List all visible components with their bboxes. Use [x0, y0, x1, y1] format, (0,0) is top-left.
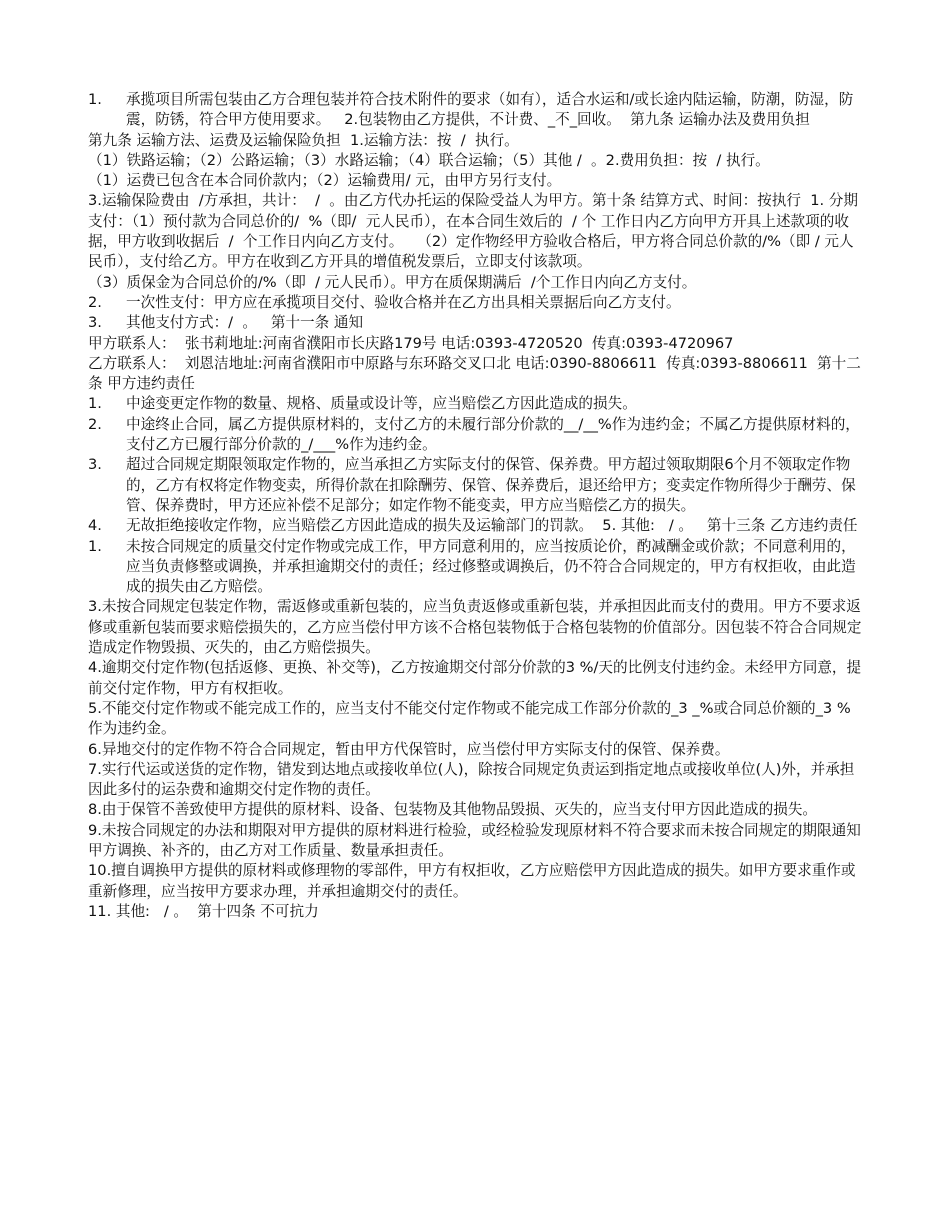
- paragraph-b-breach-3: 3.未按合同规定包装定作物，需返修或重新包装的，应当负责返修或重新包装，并承担因此而支付的费用。甲方不要求返修或重新包装而要求赔偿损失的，乙方应当偿付甲方该不合格包装物低于合格包装物的价值部分。因包装不符合合同规定造成定作物毁损、灭失的，由乙方赔偿损失。: [88, 598, 862, 657]
- paragraph-freight: （1）运费已包含在本合同价款内；（2）运输费用/ 元，由甲方另行支付。: [88, 172, 562, 190]
- paragraph-a-breach-2: [88, 415, 862, 456]
- paragraph-b-breach-10: 10.擅自调换甲方提供的原材料或修理物的零部件，甲方有权拒收，乙方应赔偿甲方因此造成的损失。如甲方要求重作或重新修理，应当按甲方要求办理，并承担逾期交付的责任。: [88, 862, 856, 900]
- list-number: 1.: [88, 91, 102, 108]
- paragraph-text: 中途终止合同，属乙方提供原材料的，支付乙方的未履行部分价款的__/__%作为违约金；不属乙方提供原材料的，支付乙方已履行部分价款的_/___%作为违约金。: [126, 415, 860, 454]
- paragraph-b-breach-11: 11. 其他: / 。 第十四条 不可抗力: [88, 902, 319, 920]
- paragraph-b-breach-5: 5.不能交付定作物或不能完成工作的，应当支付不能交付定作物或不能完成工作部分价款的_3 _%或合同总价额的_3 %作为违约金。: [88, 699, 851, 738]
- list-number: 3.: [88, 314, 102, 332]
- paragraph-warranty-deposit: （3）质保金为合同总价的/%（即 / 元人民币）。甲方在质保期满后 /个工作日内向乙方支付。: [88, 273, 697, 291]
- paragraph-text: 超过合同规定期限领取定作物的，应当承担乙方实际支付的保管、保养费。甲方超过领取期限6个月不领取定作物的，乙方有权将定作物变卖，所得价款在扣除酬劳、保管、保养费后，退还给甲方；变卖定作物所得少于酬劳、保管、保养费时，甲方还应补偿不足部分；如定作物不能变卖，甲方应当赔偿乙方的损失。: [126, 456, 856, 514]
- paragraph-b-breach-4: 4.逾期交付定作物(包括返修、更换、补交等)，乙方按逾期交付部分价款的3 %/天的比例支付违约金。未经甲方同意，提前交付定作物，甲方有权拒收。: [88, 659, 862, 697]
- list-number: 1.: [88, 537, 102, 555]
- list-number: 2.: [88, 293, 102, 311]
- paragraph-b-breach-7: 7.实行代运或送货的定作物，错发到达地点或接收单位(人)，除按合同规定负责运到指定地点或接收单位(人)外，并承担因此多付的运杂费和逾期交付定作物的责任。: [88, 760, 855, 799]
- list-number: 1.: [88, 395, 102, 413]
- paragraph-b-breach-9: 9.未按合同规定的办法和期限对甲方提供的原材料进行检验，或经检验发现原材料不符合要求而未按合同规定的期限通知甲方调换、补齐的，由乙方对工作质量、数量承担责任。: [88, 821, 861, 859]
- paragraph-text: 承揽项目所需包装由乙方合理包装并符合技术附件的要求（如有），适合水运和/或长途内陆运输，防潮，防湿，防震，防锈，符合甲方使用要求。 2.包装物由乙方提供，不计费、_不_回收。 第九条 运输办法及费用负担: [126, 91, 854, 129]
- paragraph-text: 一次性支付：甲方应在承揽项目交付、验收合格并在乙方出具相关票据后向乙方支付。: [126, 293, 681, 311]
- paragraph-b-breach-8: 8.由于保管不善致使甲方提供的原材料、设备、包装物及其他物品毁损、灭失的，应当支付甲方因此造成的损失。: [88, 801, 818, 819]
- paragraph-text: 无故拒绝接收定作物，应当赔偿乙方因此造成的损失及运输部门的罚款。 5. 其他: / 。 第十三条 乙方违约责任: [126, 517, 858, 535]
- paragraph-a-breach-3: [88, 455, 862, 516]
- paragraph-text: 未按合同规定的质量交付定作物或完成工作，甲方同意利用的，应当按质论价，酌减酬金或价款；不同意利用的，应当负责修整或调换，并承担逾期交付的责任；经过修整或调换后，仍不符合合同规定的，甲方有权拒收，由此造成的损失由乙方赔偿。: [126, 537, 856, 596]
- paragraph-b-breach-1: [88, 537, 862, 598]
- paragraph-transport-options: （1）铁路运输；（2）公路运输；（3）水路运输；（4）联合运输；（5）其他 / 。2.费用负担：按 / 执行。: [88, 151, 770, 169]
- list-number: 2.: [88, 415, 102, 433]
- paragraph-lump-sum: [88, 293, 862, 313]
- paragraph-other-payment: [88, 313, 862, 333]
- list-number: 3.: [88, 456, 102, 474]
- party-a-contact: 甲方联系人： 张书莉地址:河南省濮阳市长庆路179号 电话:0393-4720520 传真:0393-4720967: [88, 334, 734, 352]
- paragraph-packaging: [88, 90, 862, 131]
- party-b-contact: 乙方联系人： 刘恩洁地址:河南省濮阳市中原路与东环路交叉口北 电话:0390-8806611 传真:0393-8806611 第十二条 甲方违约责任: [88, 354, 861, 393]
- paragraph-a-breach-1: [88, 394, 862, 414]
- paragraph-text: 中途变更定作物的数量、规格、质量或设计等，应当赔偿乙方因此造成的损失。: [126, 395, 637, 413]
- list-number: 4.: [88, 517, 102, 535]
- paragraph-insurance-settlement: 3.运输保险费由 /方承担，共计： / 。由乙方代办托运的保险受益人为甲方。第十条 结算方式、时间：按执行 1. 分期支付：（1）预付款为合同总价的/ %（即/ 元人民币），在本合同生效后的 / 个 工作日内乙方向甲方开具上述款项的收据，甲方收到收据后 / 个工作日内向乙方支付。 （2）定作物经甲方验收合格后，甲方将合同总价款的/%（即 / 元人民币），支付给乙方。甲方在收到乙方开具的增值税发票后，立即支付该款项。: [88, 192, 858, 271]
- paragraph-transport-method: 第九条 运输方法、运费及运输保险负担 1.运输方法：按 / 执行。: [88, 131, 519, 149]
- paragraph-b-breach-6: 6.异地交付的定作物不符合合同规定，暂由甲方代保管时，应当偿付甲方实际支付的保管、保养费。: [88, 740, 730, 758]
- paragraph-text: 其他支付方式：/ 。 第十一条 通知: [126, 314, 364, 332]
- paragraph-a-breach-4: [88, 516, 862, 536]
